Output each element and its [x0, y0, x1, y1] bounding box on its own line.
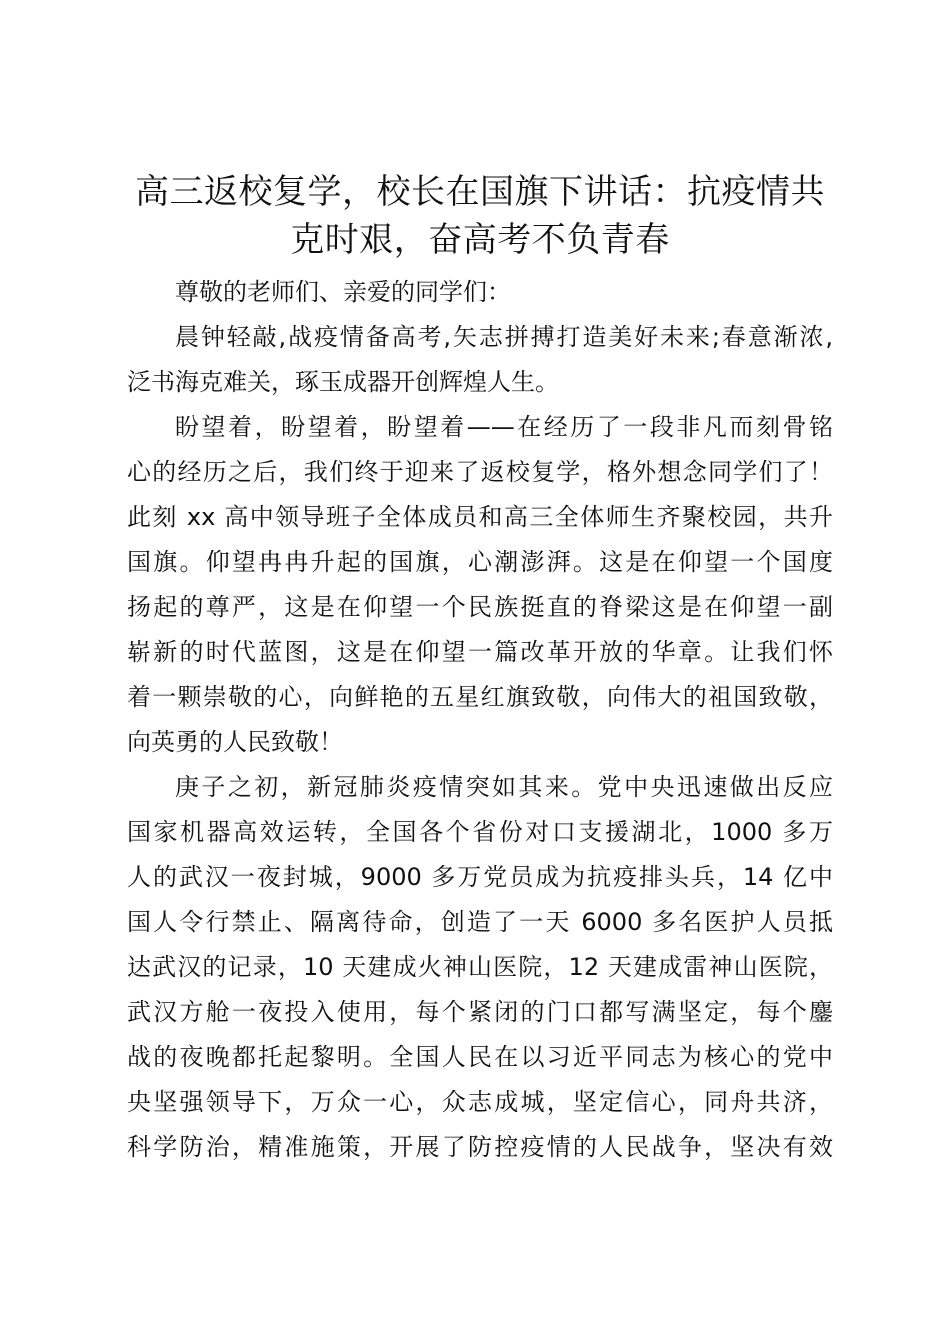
paragraph-line: 崭新的时代蓝图，这是在仰望一篇改革开放的华章。让我们怀: [127, 638, 833, 666]
paragraph-line: 战的夜晚都托起黎明。全国人民在以习近平同志为核心的党中: [127, 1043, 833, 1071]
paragraph-line: 央坚强领导下，万众一心，众志成城，坚定信心，同舟共济，: [127, 1088, 833, 1116]
title-line: 高三返校复学，校长在国旗下讲话：抗疫情共: [135, 172, 825, 212]
paragraph-line: 人的武汉一夜封城，9000 多万党员成为抗疫排头兵，14 亿中: [127, 863, 833, 891]
paragraph-line: 晨钟轻敲,战疫情备高考,矢志拼搏打造美好未来;春意渐浓,: [175, 323, 833, 351]
paragraph-line: 扬起的尊严，这是在仰望一个民族挺直的脊梁这是在仰望一副: [127, 593, 833, 621]
paragraph-line: 达武汉的记录，10 天建成火神山医院，12 天建成雷神山医院，: [127, 953, 833, 981]
document-page: [127, 168, 833, 1170]
paragraph-line: 着一颗崇敬的心，向鲜艳的五星红旗致敬，向伟大的祖国致敬，: [127, 683, 833, 711]
paragraph-2: [127, 405, 833, 765]
salutation: 尊敬的老师们、亲爱的同学们：: [175, 278, 511, 306]
paragraph-line: 庚子之初，新冠肺炎疫情突如其来。党中央迅速做出反应: [175, 773, 833, 801]
paragraph-line: 向英勇的人民致敬！: [127, 728, 343, 756]
paragraph-line: 此刻 xx 高中领导班子全体成员和高三全体师生齐聚校园，共升: [127, 503, 833, 531]
paragraph-line: 国家机器高效运转，全国各个省份对口支援湖北，1000 多万: [127, 818, 833, 846]
paragraph-3: [127, 765, 833, 1170]
paragraph-line: 盼望着，盼望着，盼望着——在经历了一段非凡而刻骨铭: [175, 413, 833, 441]
title-line: 克时艰，奋高考不负青春: [290, 220, 670, 260]
paragraph-line: 泛书海克难关，琢玉成器开创辉煌人生。: [127, 368, 559, 396]
paragraph-line: 国人令行禁止、隔离待命，创造了一天 6000 多名医护人员抵: [127, 908, 833, 936]
paragraph-line: 国旗。仰望冉冉升起的国旗，心潮澎湃。这是在仰望一个国度: [127, 548, 833, 576]
paragraph-line: 科学防治，精准施策，开展了防控疫情的人民战争，坚决有效: [127, 1133, 833, 1161]
paragraph-line: 武汉方舱一夜投入使用，每个紧闭的门口都写满坚定，每个鏖: [127, 998, 833, 1026]
paragraph-line: 心的经历之后，我们终于迎来了返校复学，格外想念同学们了！: [127, 458, 833, 486]
paragraph-1: [127, 315, 833, 405]
document-title: [127, 168, 833, 264]
